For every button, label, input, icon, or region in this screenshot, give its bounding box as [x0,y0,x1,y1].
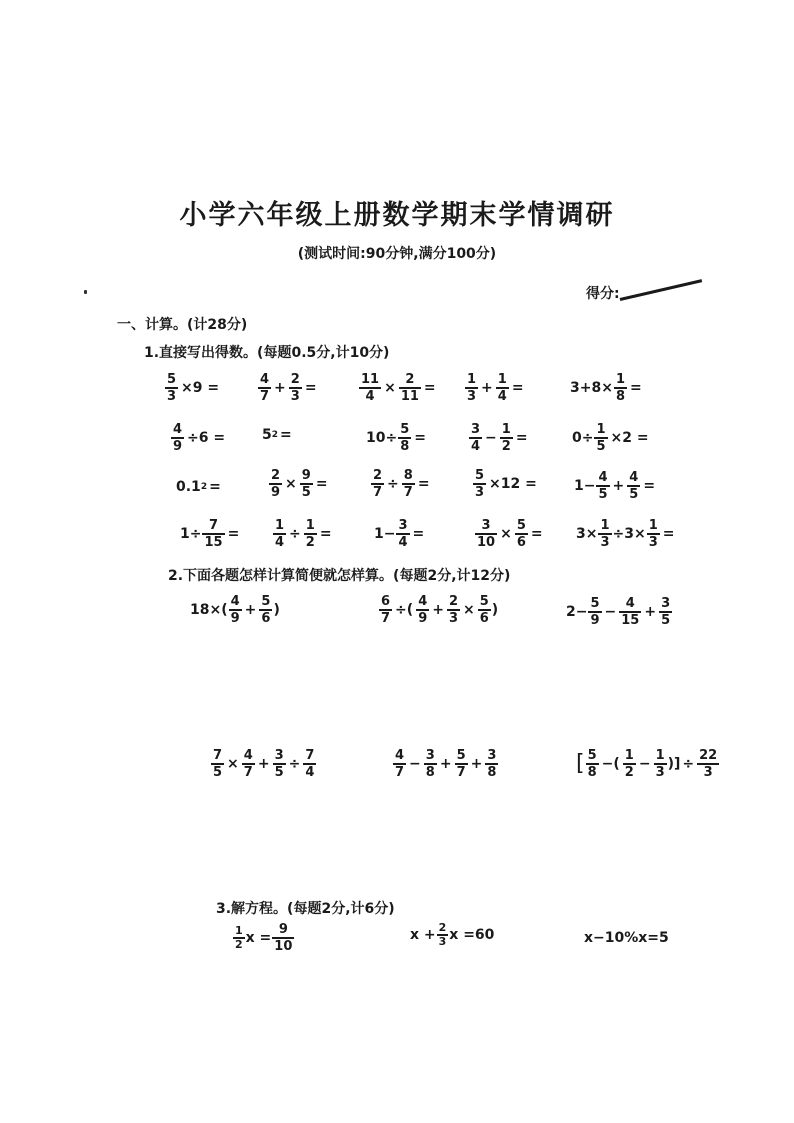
fraction: $\frac{1}{5}$ [596,422,606,454]
problem-r4c3: 1− $\frac{3}{4}$ = [374,518,425,550]
fraction: $\frac{7}{15}$ [204,518,223,550]
fraction: $\frac{6}{7}$ [381,594,391,626]
fraction: $\frac{1}{3}$ [648,518,658,550]
fraction: $\frac{3}{5}$ [661,596,671,628]
problem-r1c3: $\frac{11}{4}$ × $\frac{2}{11}$ = [361,372,436,404]
fraction: $\frac{5}{7}$ [456,748,466,780]
problem-r3c5: 1− $\frac{4}{5}$ + $\frac{4}{5}$ = [574,470,656,502]
fraction: $\frac{2}{3}$ [438,921,447,948]
score-label: 得分: [586,286,620,302]
fraction: $\frac{5}{6}$ [516,518,526,550]
problem-r4c5: 3× $\frac{1}{3}$ ÷3× $\frac{1}{3}$ = [576,518,675,550]
fraction: $\frac{4}{9}$ [418,594,428,626]
section-heading: 一、计算。(计28分) [117,317,248,333]
fraction: $\frac{1}{4}$ [497,372,507,404]
fraction: $\frac{1}{8}$ [615,372,625,404]
problem-r3c2: $\frac{2}{9}$ × $\frac{9}{5}$ = [271,468,328,500]
fraction: $\frac{1}{2}$ [235,924,243,951]
fraction: $\frac{5}{3}$ [475,468,485,500]
fraction: $\frac{5}{3}$ [167,372,177,404]
fraction: $\frac{4}{5}$ [629,470,639,502]
fraction: $\frac{5}{8}$ [587,748,597,780]
fraction: $\frac{1}{3}$ [655,748,665,780]
page-title: 小学六年级上册数学期末学情调研 [179,200,615,231]
problem-r1c1: $\frac{5}{3}$ ×9 = [167,372,220,404]
fraction: $\frac{4}{9}$ [230,594,240,626]
fraction: $\frac{1}{3}$ [467,372,477,404]
fraction: $\frac{1}{2}$ [501,422,511,454]
fraction: $\frac{1}{3}$ [600,518,610,550]
fraction: $\frac{2}{9}$ [271,468,281,500]
fraction: $\frac{3}{5}$ [274,748,284,780]
fraction: $\frac{8}{7}$ [403,468,413,500]
fraction: $\frac{3}{8}$ [487,748,497,780]
problem-r4c2: $\frac{1}{4}$ ÷ $\frac{1}{2}$ = [275,518,332,550]
problem-r2c3: 10÷ $\frac{5}{8}$ = [366,422,426,454]
problem-r4c4: $\frac{3}{10}$ × $\frac{5}{6}$ = [477,518,543,550]
fraction: $\frac{1}{2}$ [305,518,315,550]
problem-r2c4: $\frac{3}{4}$ − $\frac{1}{2}$ = [471,422,528,454]
problem-r1c2: $\frac{4}{7}$ + $\frac{2}{3}$ = [260,372,317,404]
fraction: $\frac{7}{5}$ [213,748,223,780]
fraction: $\frac{4}{9}$ [173,422,183,454]
fraction: $\frac{5}{9}$ [590,596,600,628]
problem-r4c1: 1÷ $\frac{7}{15}$ = [180,518,240,550]
fraction: $\frac{5}{6}$ [479,594,489,626]
simplify-problem-1: 18×( $\frac{4}{9}$ + $\frac{5}{6}$ ) [190,594,280,626]
fraction: $\frac{1}{2}$ [624,748,634,780]
fraction: $\frac{9}{5}$ [301,468,311,500]
fraction: $\frac{7}{4}$ [305,748,315,780]
simplify-problem-6: [ $\frac{5}{8}$ −( $\frac{1}{2}$ − $\frac{1}{3}$ )] ÷ $\frac{22}{3}$ [576,748,718,780]
equation-2: x + $\frac{2}{3}$ x =60 [410,921,495,948]
simplify-problem-3: 2− $\frac{5}{9}$ − $\frac{4}{15}$ + $\frac{3}{5}$ [566,596,671,628]
equation-1: $\frac{1}{2}$ x = $\frac{9}{10}$ [235,922,293,954]
fraction: $\frac{4}{7}$ [260,372,270,404]
fraction: $\frac{2}{3}$ [448,594,459,626]
score-blank-line [620,279,703,301]
part2-heading: 2.下面各题怎样计算简便就怎样算。(每题2分,计12分) [168,568,511,584]
fraction: $\frac{4}{15}$ [621,596,640,628]
problem-r2c1: $\frac{4}{9}$ ÷6 = [173,422,226,454]
part3-heading: 3.解方程。(每题2分,计6分) [216,901,395,917]
fraction: $\frac{4}{5}$ [598,470,608,502]
fraction: $\frac{3}{4}$ [398,518,408,550]
problem-r1c4: $\frac{1}{3}$ + $\frac{1}{4}$ = [467,372,524,404]
fraction: $\frac{4}{7}$ [395,748,405,780]
simplify-problem-2: $\frac{6}{7}$ ÷( $\frac{4}{9}$ + $\frac{2}{3}$ × $\frac{5}{6}$ ) [381,594,499,626]
problem-r2c2: 5 2 = [262,427,292,443]
problem-r2c5: 0÷ $\frac{1}{5}$ ×2 = [572,422,649,454]
fraction: $\frac{2}{11}$ [400,372,419,404]
scan-speck [84,290,87,294]
equation-3: x−10%x=5 [584,930,669,946]
fraction: $\frac{2}{3}$ [290,372,300,404]
problem-r1c5: 3+8× $\frac{1}{8}$ = [570,372,642,404]
fraction: $\frac{3}{8}$ [425,748,435,780]
simplify-problem-4: $\frac{7}{5}$ × $\frac{4}{7}$ + $\frac{3}{5}$ ÷ $\frac{7}{4}$ [213,748,315,780]
fraction: $\frac{22}{3}$ [699,748,718,780]
problem-r3c1: 0.1 2 = [176,479,221,495]
problem-r3c4: $\frac{5}{3}$ ×12 = [475,468,537,500]
fraction: $\frac{5}{6}$ [261,594,271,626]
part1-heading: 1.直接写出得数。(每题0.5分,计10分) [144,345,390,361]
fraction: $\frac{11}{4}$ [361,372,380,404]
fraction: $\frac{3}{10}$ [477,518,496,550]
fraction: $\frac{1}{4}$ [275,518,285,550]
page-subtitle: (测试时间:90分钟,满分100分) [297,246,497,262]
problem-r3c3: $\frac{2}{7}$ ÷ $\frac{8}{7}$ = [373,468,430,500]
simplify-problem-5: $\frac{4}{7}$ − $\frac{3}{8}$ + $\frac{5}{7}$ + $\frac{3}{8}$ [395,748,497,780]
fraction: $\frac{3}{4}$ [471,422,481,454]
fraction: $\frac{4}{7}$ [243,748,253,780]
fraction: $\frac{2}{7}$ [373,468,383,500]
fraction: $\frac{5}{8}$ [400,422,410,454]
fraction: $\frac{9}{10}$ [274,922,293,954]
